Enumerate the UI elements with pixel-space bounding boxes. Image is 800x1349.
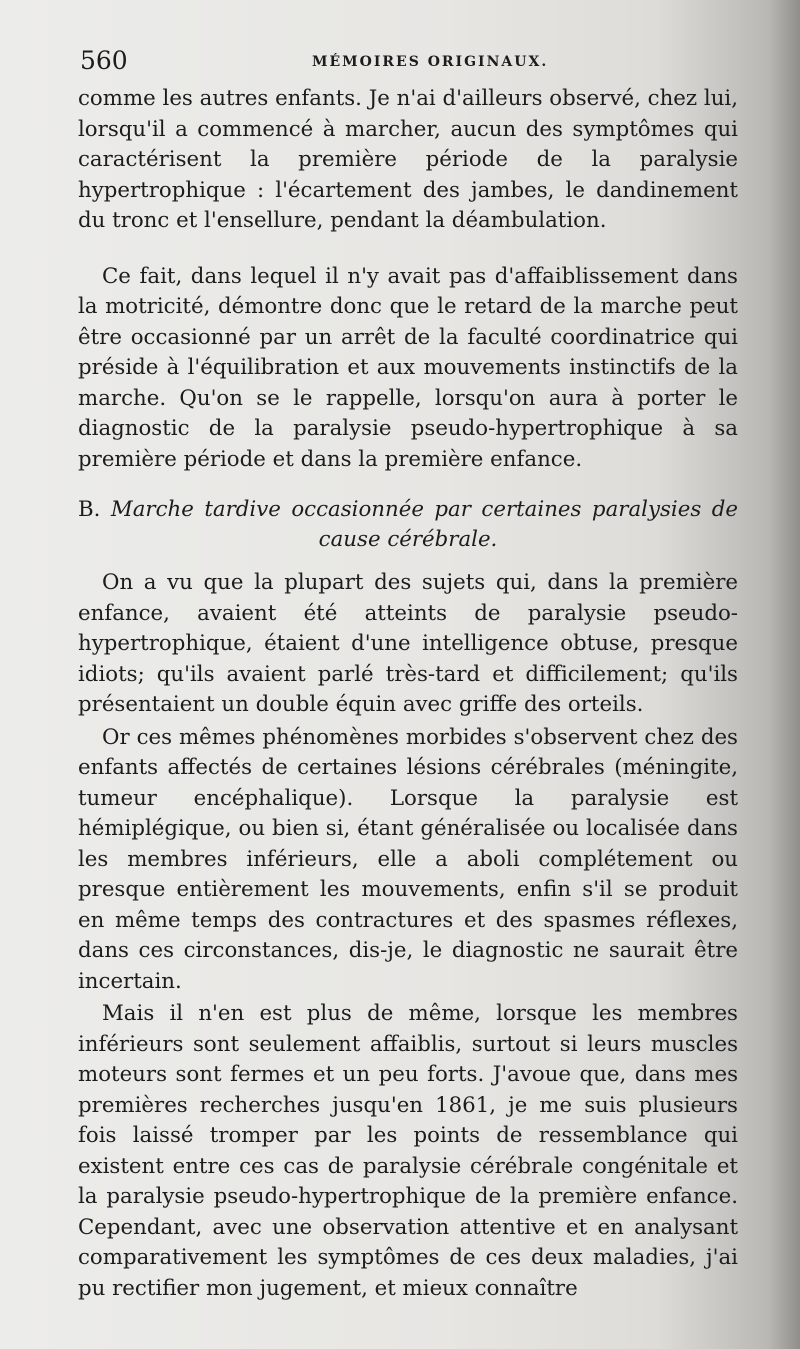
section-heading: [78, 495, 738, 555]
page-header: [80, 46, 740, 78]
paragraph: Mais il n'en est plus de même, lorsque les membres inférieurs sont seulement affaiblis, surtout si leurs muscles moteurs sont fermes et un peu forts. J'avoue que, dans mes premières recherches jusqu'en 1861, je me suis plusieurs fois laissé tromper par les points de ressemblance qui existent entre ces cas de paralysie cérébrale congénitale et la paralysie pseudo-hypertrophique de la première enfance. Cependant, avec une observation attentive et en analysant comparativement les symptômes de ces deux maladies, j'ai pu rectifier mon jugement, et mieux connaître: [78, 1001, 738, 1301]
paragraph: On a vu que la plupart des sujets qui, dans la première enfance, avaient été atteints de paralysie pseudo-hypertrophique, étaient d'une intelligence obtuse, presque idiots; qu'ils avaient parlé très-tard et difficilement; qu'ils présentaient un double équin avec griffe des orteils.: [78, 570, 738, 717]
page-number: 560: [80, 46, 128, 75]
paragraph: Or ces mêmes phénomènes morbides s'observent chez des enfants affectés de certaines lésions cérébrales (méningite, tumeur encéphalique). Lorsque la paralysie est hémiplégique, ou bien si, étant généralisée ou localisée dans les membres inférieurs, elle a aboli complétement ou presque entièrement les mouvements, enfin s'il se produit en même temps des contractures et des spasmes réflexes, dans ces circonstances, dis-je, le diagnostic ne saurait être incertain.: [78, 724, 738, 994]
section-title: Marche tardive occasionnée par certaines paralysies de cause cérébrale.: [110, 497, 738, 552]
section-number: B.: [78, 497, 101, 522]
paragraph: Ce fait, dans lequel il n'y avait pas d'affaiblissement dans la motricité, démontre donc que le retard de la marche peut être occasionné par un arrêt de la faculté coordinatrice qui préside à l'équilibration et aux mouvements instinctifs de la marche. Qu'on se le rappelle, lorsqu'on aura à porter le diagnostic de la paralysie pseudo-hypertrophique à sa première période et dans la première enfance.: [78, 263, 738, 472]
paragraph-continuation: comme les autres enfants. Je n'ai d'ailleurs observé, chez lui, lorsqu'il a commencé à marcher, aucun des symptômes qui caractérisent la première période de la paralysie hypertrophique : l'écartement des jambes, le dandinement du tronc et l'ensellure, pendant la déambulation.: [78, 86, 738, 233]
body-text: [78, 84, 738, 1336]
running-head: MÉMOIRES ORIGINAUX.: [312, 54, 549, 70]
